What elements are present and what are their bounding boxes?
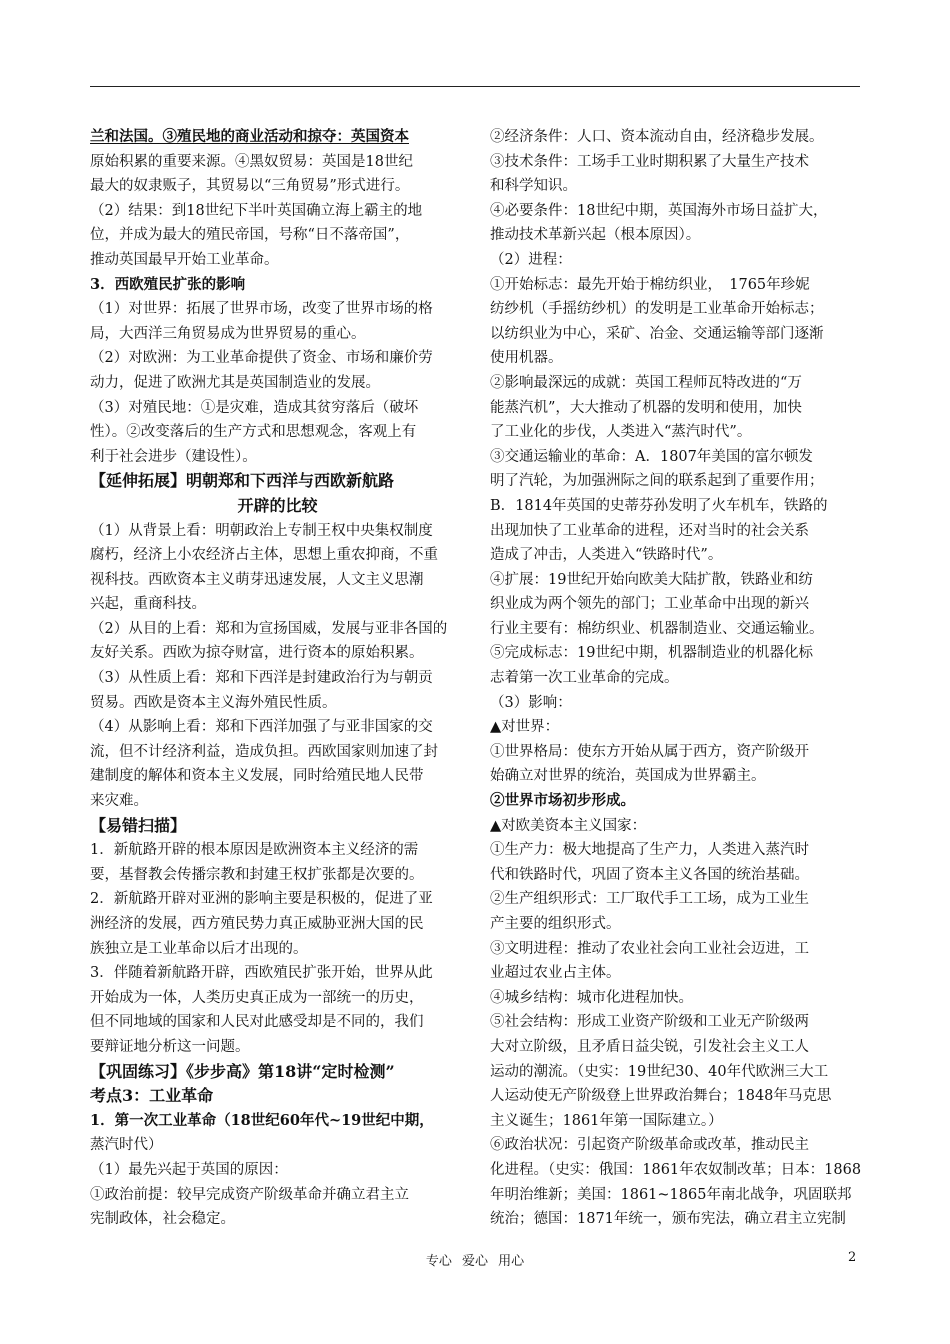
text-line: 人运动使无产阶级登上世界政治舞台；1848年马克思 bbox=[490, 1088, 832, 1105]
text-line: 代和铁路时代，巩固了资本主义各国的统治基础。 bbox=[490, 866, 809, 883]
text-line: ③技术条件：工场手工业时期积累了大量生产技术 bbox=[490, 153, 809, 170]
text-line: 兴起，重商科技。 bbox=[90, 596, 206, 613]
text-line: 始确立对世界的统治，英国成为世界霸主。 bbox=[490, 768, 766, 785]
text-line: 和科学知识。 bbox=[490, 178, 577, 195]
text-line: （2）结果：到18世纪下半叶英国确立海上霸主的地 bbox=[90, 202, 423, 219]
text-line: （3）影响： bbox=[490, 694, 572, 711]
text-line: 业超过农业占主体。 bbox=[490, 965, 621, 982]
text-line: ①世界格局：使东方开始从属于西方，资产阶级开 bbox=[490, 743, 809, 760]
text-line: 视科技。西欧资本主义萌芽迅速发展，人文主义思潮 bbox=[90, 571, 424, 588]
text-line: 推动英国最早开始工业革命。 bbox=[90, 251, 279, 268]
text-line: ▲对欧美资本主义国家： bbox=[490, 817, 647, 834]
text-line: 族独立是工业革命以后才出现的。 bbox=[90, 940, 308, 957]
text-line: ③文明进程：推动了农业社会向工业社会迈进，工 bbox=[490, 940, 809, 957]
text-line: ④必要条件：18世纪中期，英国海外市场日益扩大， bbox=[490, 202, 828, 219]
text-line: ②经济条件：人口、资本流动自由，经济稳步发展。 bbox=[490, 129, 824, 145]
text-line: （2）从目的上看：郑和为宣扬国威，发展与亚非各国的 bbox=[90, 620, 448, 637]
text-line: ②影响最深远的成就：英国工程师瓦特改进的“万 bbox=[490, 374, 802, 391]
text-line: 年明治维新；美国：1861~1865年南北战争，巩固联邦 bbox=[490, 1186, 852, 1203]
page-footer: 专心 爱心 用心 bbox=[425, 1254, 525, 1269]
extension-heading: 【延伸拓展】明朝郑和下西洋与西欧新航路 bbox=[90, 471, 395, 491]
text-line: 洲经济的发展，西方殖民势力真正威胁亚洲大国的民 bbox=[90, 916, 424, 932]
text-line: ④城乡结构：城市化进程加快。 bbox=[490, 989, 693, 1006]
text-line: 以纺织业为中心，采矿、冶金、交通运输等部门逐渐 bbox=[490, 325, 824, 342]
left-column bbox=[90, 125, 465, 1232]
text-line: 行业主要有：棉纺织业、机器制造业、交通运输业。 bbox=[490, 620, 824, 637]
text-line: 流，但不计经济利益，造成负担。西欧国家则加速了封 bbox=[90, 743, 438, 760]
text-line: 原始积累的重要来源。④黑奴贸易：英国是18世纪 bbox=[90, 153, 413, 170]
text-line: （4）从影响上看：郑和下西洋加强了与亚非国家的交 bbox=[90, 719, 433, 736]
text-line: ①开始标志：最先开始于棉纺织业， 1765年珍妮 bbox=[490, 276, 810, 293]
practice-heading: 【巩固练习】《步步高》第18讲“定时检测” bbox=[90, 1061, 395, 1081]
text-line: （2）对欧洲：为工业革命提供了资金、市场和廉价劳 bbox=[90, 350, 433, 367]
text-line: 3．伴随着新航路开辟，西欧殖民扩张开始，世界从此 bbox=[90, 965, 433, 982]
text-line: 1．新航路开辟的根本原因是欧洲资本主义经济的需 bbox=[90, 842, 419, 859]
text-line: （2）进程： bbox=[490, 251, 572, 268]
text-line: ③交通运输业的革命：A．1807年美国的富尔顿发 bbox=[490, 448, 813, 465]
text-line: 来灾难。 bbox=[90, 793, 148, 810]
text-line: 明了汽轮，为加强洲际之间的联系起到了重要作用； bbox=[490, 473, 824, 490]
text-line: 织业成为两个领先的部门；工业革命中出现的新兴 bbox=[490, 596, 809, 613]
text-line: 局，大西洋三角贸易成为世界贸易的重心。 bbox=[90, 325, 366, 342]
text-line: ①政治前提：较早完成资产阶级革命并确立君主立 bbox=[90, 1186, 409, 1203]
text-line: 使用机器。 bbox=[490, 350, 563, 367]
right-column bbox=[490, 125, 862, 1232]
text-line: ②生产组织形式：工厂取代手工工场，成为工业生 bbox=[490, 891, 809, 908]
text-line: ⑤社会结构：形成工业资产阶级和工业无产阶级两 bbox=[490, 1014, 809, 1031]
text-line: ⑤完成标志：19世纪中期，机器制造业的机器化标 bbox=[490, 645, 813, 662]
topic-heading: 考点3：工业革命 bbox=[90, 1086, 214, 1106]
text-line: 要，基督教会传播宗教和封建王权扩张都是次要的。 bbox=[90, 866, 424, 883]
text-line: 兰和法国。③殖民地的商业活动和掠夺：英国资本 bbox=[90, 128, 409, 145]
text-line: 开始成为一体，人类历史真正成为一部统一的历史， bbox=[90, 989, 424, 1006]
text-line: 出现加快了工业革命的进程，还对当时的社会关系 bbox=[490, 522, 809, 539]
text-line: 位，并成为最大的殖民帝国，号称“日不落帝国”， bbox=[90, 227, 410, 244]
text-line: 友好关系。西欧为掠夺财富，进行资本的原始积累。 bbox=[90, 645, 424, 662]
text-line: 贸易。西欧是资本主义海外殖民性质。 bbox=[90, 694, 337, 711]
text-line: 主义诞生；1861年第一国际建立。） bbox=[490, 1112, 723, 1129]
text-line: （1）对世界：拓展了世界市场，改变了世界市场的格 bbox=[90, 301, 433, 318]
text-line: ▲对世界： bbox=[490, 719, 560, 736]
text-line: 蒸汽时代） bbox=[90, 1137, 163, 1154]
text-line: 纺纱机（手摇纺纱机）的发明是工业革命开始标志； bbox=[490, 301, 824, 318]
text-line: 2．新航路开辟对亚洲的影响主要是积极的，促进了亚 bbox=[90, 891, 433, 908]
text-line: （3）对殖民地：①是灾难，造成其贫穷落后（破坏 bbox=[90, 399, 419, 416]
section-heading: 1．第一次工业革命（18世纪60年代~19世纪中期， bbox=[90, 1111, 434, 1129]
text-line: 造成了冲击，人类进入“铁路时代”。 bbox=[490, 547, 723, 564]
text-line: 要辩证地分析这一问题。 bbox=[90, 1038, 250, 1055]
text-line: 统治；德国：1871年统一，颁布宪法，确立君主立宪制 bbox=[490, 1211, 846, 1228]
text-line: ②世界市场初步形成。 bbox=[490, 792, 635, 810]
text-line: 运动的潮流。（史实：19世纪30、40年代欧洲三大工 bbox=[490, 1063, 829, 1080]
text-line: 大对立阶级，且矛盾日益尖锐，引发社会主义工人 bbox=[490, 1038, 809, 1055]
header-rule bbox=[90, 86, 860, 87]
error-scan-heading: 【易错扫描】 bbox=[90, 815, 187, 835]
text-line: 推动技术革新兴起（根本原因）。 bbox=[490, 227, 701, 244]
extension-heading-cont: 开辟的比较 bbox=[237, 495, 318, 515]
text-line: ⑥政治状况：引起资产阶级革命或改革，推动民主 bbox=[490, 1137, 809, 1154]
text-line: 志着第一次工业革命的完成。 bbox=[490, 670, 679, 687]
text-line: 建制度的解体和资本主义发展，同时给殖民地人民带 bbox=[90, 768, 424, 785]
text-line: 性）。②改变落后的生产方式和思想观念，客观上有 bbox=[90, 424, 417, 441]
text-line: 但不同地域的国家和人民对此感受却是不同的，我们 bbox=[90, 1014, 424, 1031]
text-line: （1）从背景上看：明朝政治上专制王权中央集权制度 bbox=[90, 522, 433, 539]
text-line: 利于社会进步（建设性）。 bbox=[90, 448, 257, 465]
text-line: 动力，促进了欧洲尤其是英国制造业的发展。 bbox=[90, 374, 380, 391]
text-line: 宪制政体，社会稳定。 bbox=[90, 1211, 235, 1228]
text-line: 能蒸汽机”，大大推动了机器的发明和使用，加快 bbox=[490, 399, 802, 416]
text-line: 最大的奴隶贩子，其贸易以“三角贸易”形式进行。 bbox=[90, 178, 410, 195]
text-line: 化进程。（史实：俄国：1861年农奴制改革；日本：1868 bbox=[490, 1161, 862, 1178]
text-line: 产主要的组织形式。 bbox=[490, 916, 621, 932]
text-line: （1）最先兴起于英国的原因： bbox=[90, 1161, 288, 1178]
text-line: B．1814年英国的史蒂芬孙发明了火车机车，铁路的 bbox=[490, 497, 828, 514]
text-line: 腐朽，经济上小农经济占主体，思想上重农抑商，不重 bbox=[90, 547, 438, 564]
text-line: ①生产力：极大地提高了生产力，人类进入蒸汽时 bbox=[490, 842, 809, 859]
page-number: 2 bbox=[848, 1250, 857, 1265]
text-line: ④扩展：19世纪开始向欧美大陆扩散，铁路业和纺 bbox=[490, 571, 813, 588]
text-line: 了工业化的步伐，人类进入“蒸汽时代”。 bbox=[490, 424, 752, 441]
section-heading: 3．西欧殖民扩张的影响 bbox=[90, 275, 246, 293]
text-line: （3）从性质上看：郑和下西洋是封建政治行为与朝贡 bbox=[90, 670, 433, 687]
